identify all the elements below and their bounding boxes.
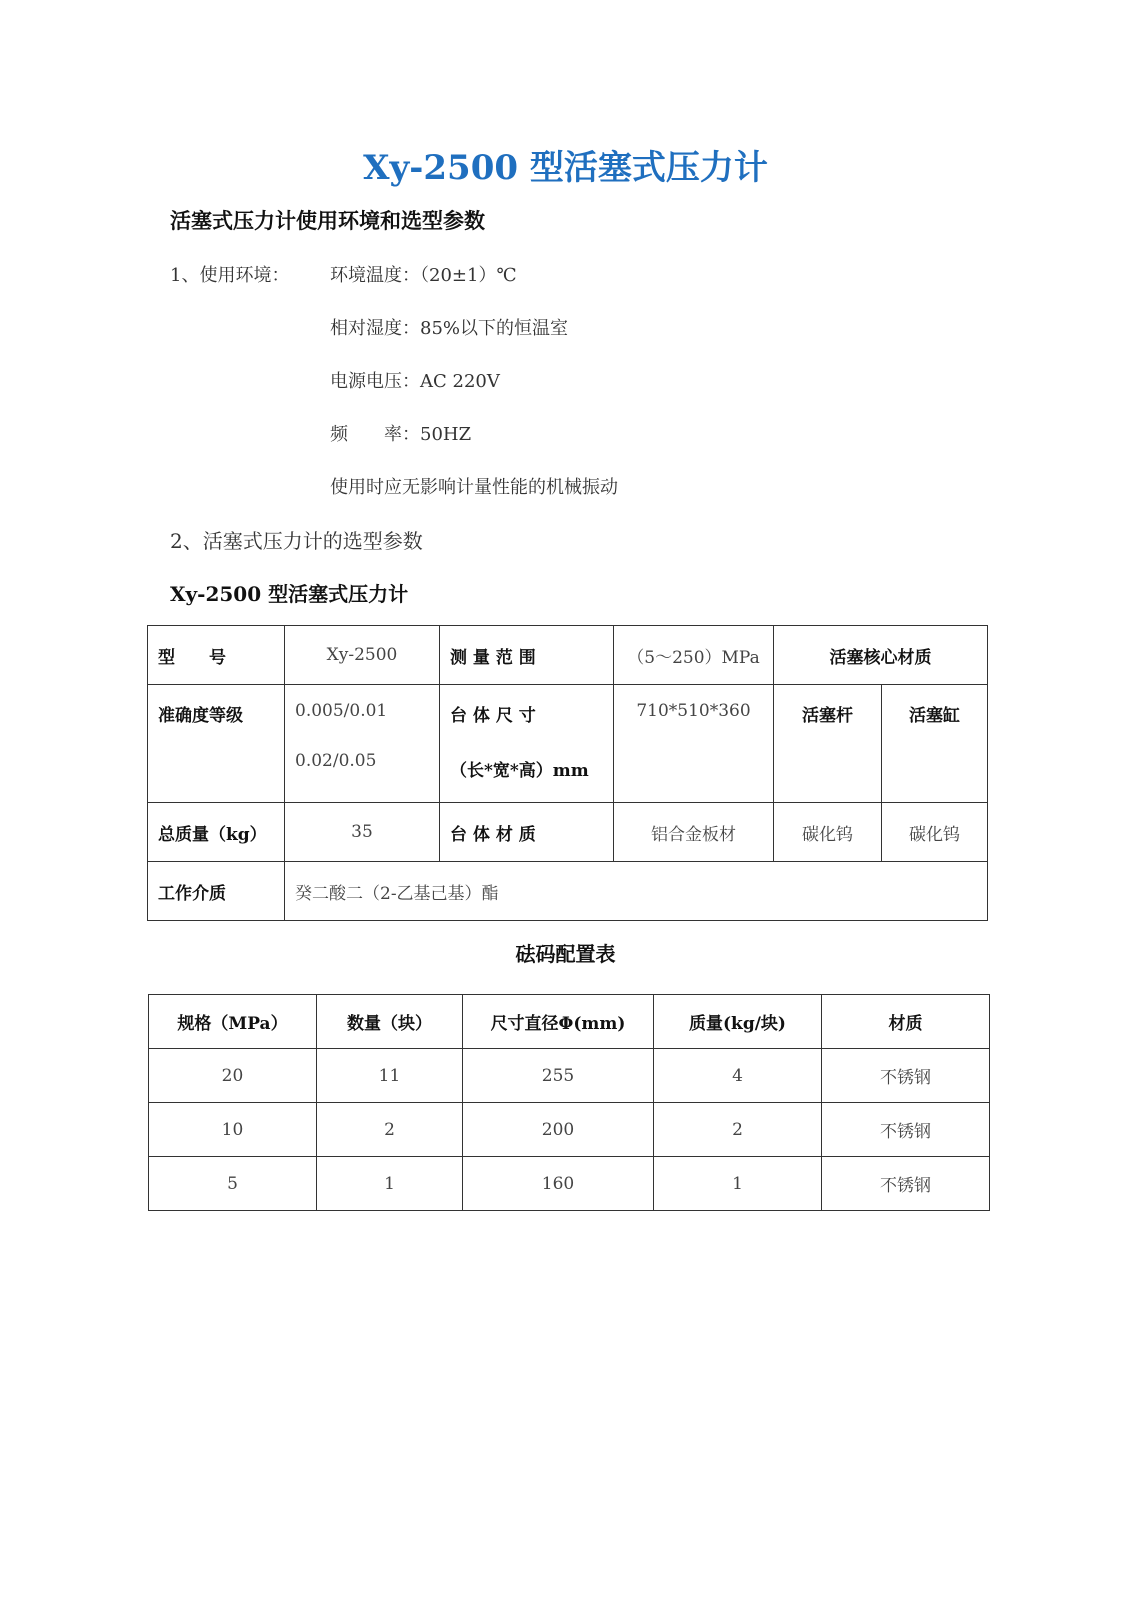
- medium-value: 癸二酸二（2-乙基己基）酯: [285, 862, 988, 921]
- cell-diameter: 160: [463, 1157, 654, 1211]
- core-material-label: 活塞核心材质: [774, 626, 988, 685]
- cell-spec: 20: [149, 1049, 317, 1103]
- cell-quantity: 11: [317, 1049, 463, 1103]
- environment-label: 1、使用环境：: [170, 265, 290, 286]
- range-value: （5～250）MPa: [614, 626, 774, 685]
- header-material: 材质: [822, 995, 990, 1049]
- cylinder-material: 碳化钨: [882, 803, 988, 862]
- accuracy-label: 准确度等级: [148, 685, 285, 803]
- cell-mass: 1: [654, 1157, 822, 1211]
- size-label: [440, 685, 614, 803]
- table-row: [149, 1157, 990, 1211]
- cell-quantity: 2: [317, 1103, 463, 1157]
- header-spec: 规格（MPa）: [149, 995, 317, 1049]
- cell-spec: 10: [149, 1103, 317, 1157]
- header-diameter: 尺寸直径Φ(mm): [463, 995, 654, 1049]
- cell-spec: 5: [149, 1157, 317, 1211]
- environment-humidity: 相对湿度：85%以下的恒温室: [330, 318, 569, 339]
- cell-mass: 2: [654, 1103, 822, 1157]
- environment-voltage: 电源电压：AC 220V: [330, 371, 500, 392]
- weights-table-title: 砝码配置表: [515, 942, 616, 966]
- rod-material: 碳化钨: [774, 803, 882, 862]
- model-value: Xy-2500: [285, 626, 440, 685]
- rod-label: 活塞杆: [774, 685, 882, 803]
- range-label: 测 量 范 围: [440, 626, 614, 685]
- accuracy-value-1: 0.005/0.01: [295, 701, 388, 721]
- weights-header-row: [149, 995, 990, 1049]
- environment-frequency: 频 率：50HZ: [330, 424, 472, 445]
- accuracy-value-2: 0.02/0.05: [295, 751, 377, 771]
- mass-value: 35: [285, 803, 440, 862]
- cylinder-label: 活塞缸: [882, 685, 988, 803]
- cell-material: 不锈钢: [822, 1157, 990, 1211]
- cell-diameter: 255: [463, 1049, 654, 1103]
- model-label: 型 号: [148, 626, 285, 685]
- cell-diameter: 200: [463, 1103, 654, 1157]
- body-material-value: 铝合金板材: [614, 803, 774, 862]
- section-subtitle: 活塞式压力计使用环境和选型参数: [170, 208, 485, 233]
- model-heading: Xy-2500 型活塞式压力计: [170, 582, 409, 606]
- header-quantity: 数量（块）: [317, 995, 463, 1049]
- header-mass: 质量(kg/块): [654, 995, 822, 1049]
- body-material-label: 台 体 材 质: [440, 803, 614, 862]
- table-row: [149, 1103, 990, 1157]
- cell-quantity: 1: [317, 1157, 463, 1211]
- mass-label: 总质量（kg）: [148, 803, 285, 862]
- weights-table: [148, 994, 990, 1211]
- size-label-line-2: （长*宽*高）mm: [450, 761, 589, 781]
- environment-vibration: 使用时应无影响计量性能的机械振动: [330, 477, 618, 498]
- cell-mass: 4: [654, 1049, 822, 1103]
- cell-material: 不锈钢: [822, 1049, 990, 1103]
- table-row: [149, 1049, 990, 1103]
- medium-label: 工作介质: [148, 862, 285, 921]
- page-title: Xy-2500 型活塞式压力计: [363, 148, 768, 188]
- size-label-line-1: 台 体 尺 寸: [450, 706, 536, 726]
- cell-material: 不锈钢: [822, 1103, 990, 1157]
- size-value: 710*510*360: [614, 685, 774, 803]
- environment-temperature: 环境温度：（20±1）℃: [330, 265, 517, 286]
- spec-table: [147, 625, 988, 921]
- selection-heading: 2、活塞式压力计的选型参数: [170, 529, 423, 553]
- accuracy-values: [285, 685, 440, 803]
